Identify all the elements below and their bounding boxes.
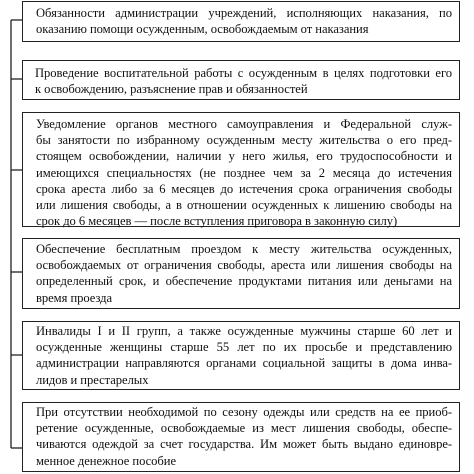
box-administration-duties <box>22 1 460 42</box>
box-line: срока ареста либо за 6 месяцев до истечения срока ограничения свободы <box>36 181 452 196</box>
box-line: ретение осужденные, освобождаемые из мест лишения свободы, обеспе- <box>36 421 452 436</box>
box-line: бы занятости по избранному осужденным месту жительства о его пред- <box>36 133 452 148</box>
box-line: Уведомление органов местного самоуправления и Федеральной служ- <box>36 117 452 131</box>
box-educational-work <box>22 60 460 100</box>
box-line: время проезда <box>36 290 113 305</box>
box-line: стоящем освобождении, наличии у него жилья, его трудоспособности и <box>36 149 452 164</box>
box-line: Инвалиды I и II групп, а также осужденные мужчины старше 60 лет и <box>36 324 452 338</box>
box-line: Обязанности администрации учреждений, исполняющих наказания, по <box>36 6 452 20</box>
box-line: освобождаемых от ограничения свободы, ареста или лишения свободы на <box>36 258 452 273</box>
box-free-travel <box>22 238 460 309</box>
box-line: определенный срок, и обеспечение продуктами питания или деньгами на <box>36 274 452 289</box>
box-line: срок до 6 месяцев — после вступления приговора в законную силу) <box>36 214 398 229</box>
box-line: имеющихся специальностях (не позднее чем за 2 месяца до истечения <box>36 165 452 180</box>
box-line: лидов и престарелых <box>36 372 149 387</box>
box-disabled <box>22 321 460 390</box>
box-line: осужденные женщины старше 55 лет по их просьбе и представлению <box>36 340 452 355</box>
box-line: администрации направляются органами социальной защиты в дома инва- <box>36 356 452 371</box>
box-line: менное денежное пособие <box>36 453 177 468</box>
box-clothing <box>22 402 460 472</box>
box-line: чиваются одеждой за счет государства. Им может быть выдано единовре- <box>36 437 452 452</box>
box-line: или лишения свободы, а в отношении осужденных к лишению свободы на <box>36 198 452 213</box>
box-notification <box>22 112 460 227</box>
box-line: Проведение воспитательной работы с осужденным в целях подготовки его <box>35 66 452 80</box>
box-line: Обеспечение бесплатным проездом к месту жительства осужденных, <box>36 242 452 256</box>
box-line: При отсутствии необходимой по сезону одежды или средств на ее приоб- <box>36 405 452 419</box>
box-line: оказанию помощи осужденным, освобождаемым от наказания <box>36 22 369 37</box>
box-line: к освобождению, разъяснение прав и обязанностей <box>35 82 308 97</box>
